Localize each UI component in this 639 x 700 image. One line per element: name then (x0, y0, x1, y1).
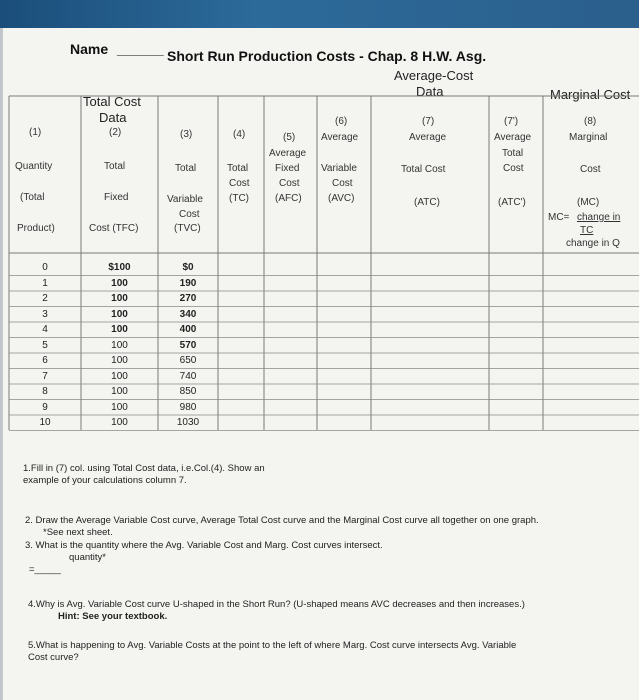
cell-quantity: 8 (42, 386, 48, 397)
total-cost-subheading: Data (99, 110, 127, 125)
total-cost-heading: Total Cost (83, 94, 141, 109)
table-row (3, 353, 639, 369)
col3-label-4: (TVC) (174, 223, 201, 234)
table-row (3, 369, 639, 385)
col6-label-2: Variable (321, 163, 357, 174)
cell-tvc: 570 (179, 339, 197, 351)
col2-number: (2) (109, 127, 122, 138)
table-row (3, 400, 639, 416)
col6-label-1: Average (321, 132, 359, 143)
question-3-line-1: 3. What is the quantity where the Avg. Variable Cost and Marg. Cost curves intersect. (25, 540, 383, 551)
col3-label-2: Variable (167, 194, 203, 205)
table-row (3, 338, 639, 354)
cell-tvc: $0 (182, 262, 194, 273)
cell-quantity: 6 (42, 355, 48, 366)
question-3-line-2: quantity* (69, 552, 106, 563)
col3-label-3: Cost (179, 209, 200, 220)
table-row (3, 260, 639, 276)
col6-number: (6) (335, 116, 348, 127)
col1-number: (1) (29, 127, 42, 138)
name-blank: ______ (117, 41, 164, 57)
col5-number: (5) (283, 132, 296, 143)
cell-tfc: 100 (111, 293, 128, 304)
question-3-answer-blank: =_____ (29, 564, 61, 575)
col2-label-2: Fixed (104, 192, 129, 203)
cell-quantity: 1 (42, 277, 48, 289)
cell-tvc: 740 (179, 370, 197, 382)
col1-label-3: Product) (17, 223, 55, 234)
table-row (3, 322, 639, 338)
avg-cost-heading: Average-Cost (394, 68, 474, 83)
cell-tvc: 980 (179, 401, 197, 413)
name-label: Name (70, 41, 109, 57)
cell-tfc: 100 (111, 386, 128, 397)
question-4-line-1: 4.Why is Avg. Variable Cost curve U-shaped in the Short Run? (U-shaped means AVC decreases and then increases.) (28, 599, 525, 610)
col3-label-1: Total (175, 163, 197, 174)
cell-tfc: $100 (108, 262, 131, 273)
col7p-number: (7') (504, 116, 519, 127)
cell-quantity: 5 (42, 339, 48, 351)
table-row (3, 415, 639, 431)
cell-quantity: 10 (39, 417, 51, 428)
col8-mc-eq: MC= (548, 212, 570, 223)
cell-quantity: 3 (42, 308, 48, 320)
col4-label-1: Total (227, 163, 249, 174)
cell-tvc: 650 (179, 355, 197, 366)
col2-label-3: Cost (TFC) (89, 223, 139, 234)
col8-mc-numerator: change in (577, 212, 621, 223)
cell-quantity: 9 (42, 401, 48, 413)
cell-tvc: 270 (179, 293, 197, 304)
col8-mc-denominator: change in Q (566, 238, 620, 249)
marginal-cost-heading: Marginal Cost (550, 87, 631, 102)
cell-tfc: 100 (111, 417, 128, 428)
col2-label-1: Total (104, 161, 126, 172)
col3-number: (3) (180, 129, 193, 140)
col5-label-4: (AFC) (275, 193, 302, 204)
worksheet (3, 28, 639, 700)
col4-label-2: Cost (229, 178, 250, 189)
cell-tvc: 850 (179, 386, 197, 397)
table-row (3, 307, 639, 323)
question-2-line-1: 2. Draw the Average Variable Cost curve, Average Total Cost curve and the Marginal Cost curve all together on one graph. (25, 515, 539, 526)
question-1-line-1: 1.Fill in (7) col. using Total Cost data, i.e.Col.(4). Show an (23, 463, 265, 474)
col6-label-3: Cost (332, 178, 353, 189)
table-row (3, 384, 639, 400)
col5-label-1: Average (269, 148, 307, 159)
table-row (3, 276, 639, 292)
cell-tvc: 340 (179, 308, 197, 320)
cell-tvc: 190 (179, 277, 197, 289)
col7p-label-4: (ATC') (498, 197, 526, 208)
cell-quantity: 4 (42, 324, 48, 335)
col5-label-2: Fixed (275, 163, 300, 174)
avg-cost-subheading: Data (416, 84, 444, 99)
question-5-line-2: Cost curve? (28, 652, 79, 663)
col8-label-1: Marginal (569, 132, 608, 143)
col8-label-3: (MC) (577, 197, 600, 208)
col1-label-1: Quantity (15, 161, 53, 172)
col4-label-3: (TC) (229, 193, 249, 204)
cell-tfc: 100 (111, 370, 128, 382)
question-1-line-2: example of your calculations column 7. (23, 475, 187, 486)
col6-label-4: (AVC) (328, 193, 355, 204)
col7p-label-2: Total (502, 148, 524, 159)
col7-label-2: Total Cost (401, 164, 446, 175)
question-4-hint: Hint: See your textbook. (58, 611, 168, 622)
col8-mc-tc: TC (580, 225, 594, 236)
col7-label-1: Average (409, 132, 447, 143)
cell-quantity: 7 (42, 370, 48, 382)
cell-quantity: 2 (42, 293, 48, 304)
col8-label-2: Cost (580, 164, 601, 175)
top-banner (0, 0, 639, 28)
col7-number: (7) (422, 116, 435, 127)
col5-label-3: Cost (279, 178, 300, 189)
col7p-label-3: Cost (503, 163, 524, 174)
col4-number: (4) (233, 129, 246, 140)
cell-tfc: 100 (111, 339, 128, 351)
table-row (3, 291, 639, 307)
question-5-line-1: 5.What is happening to Avg. Variable Costs at the point to the left of where Marg. Cost curve intersects Avg. Variable (28, 640, 517, 651)
cell-tfc: 100 (111, 308, 128, 320)
cell-tfc: 100 (111, 355, 128, 366)
cell-tvc: 400 (179, 324, 197, 335)
col7p-label-1: Average (494, 132, 532, 143)
col1-label-2: (Total (20, 192, 45, 203)
cell-quantity: 0 (42, 262, 48, 273)
col8-number: (8) (584, 116, 597, 127)
cell-tfc: 100 (111, 401, 128, 413)
page-title: Short Run Production Costs - Chap. 8 H.W. Asg. (167, 48, 487, 64)
question-2-line-2: *See next sheet. (43, 527, 113, 538)
cell-tfc: 100 (111, 324, 128, 335)
cell-tvc: 1030 (176, 417, 200, 428)
cell-tfc: 100 (111, 277, 128, 289)
col7-label-3: (ATC) (414, 197, 440, 208)
